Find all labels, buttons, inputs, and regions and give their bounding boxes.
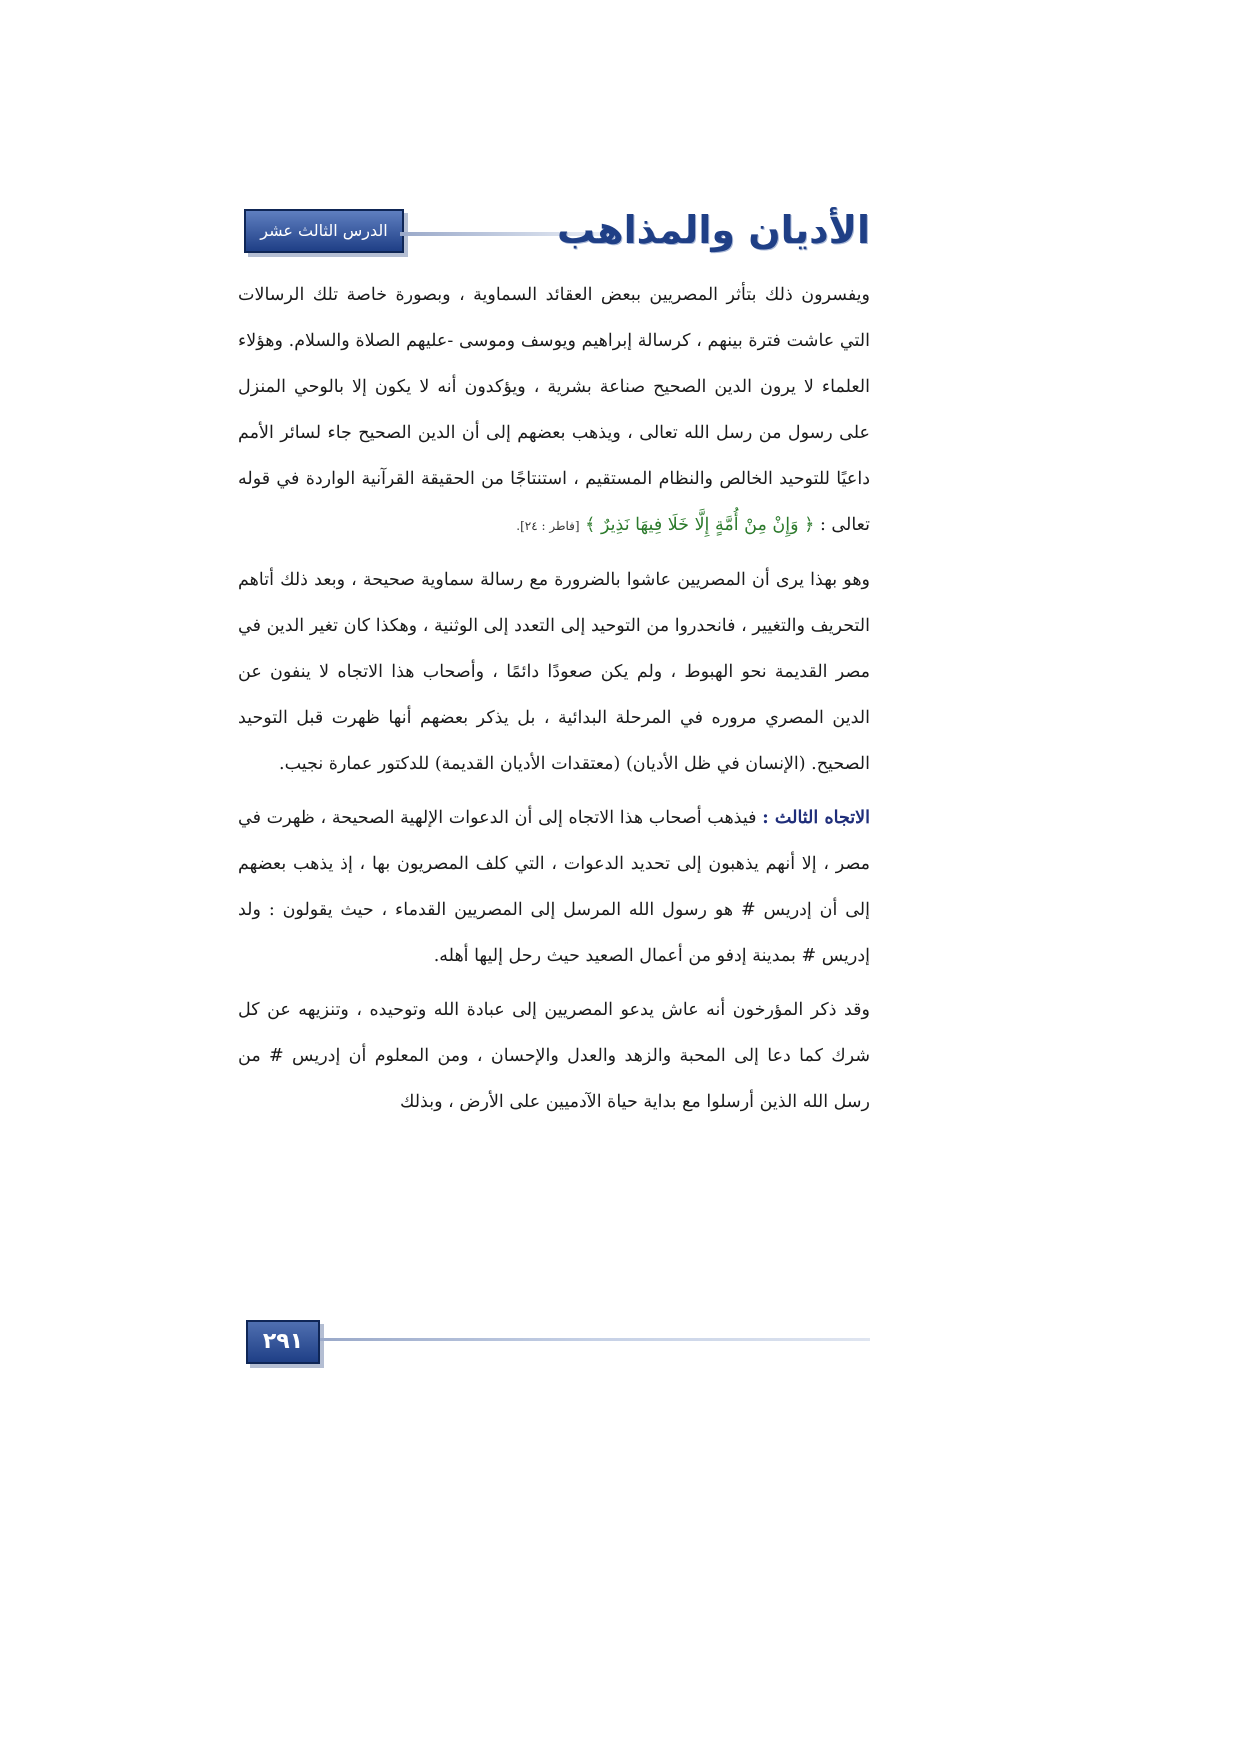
third-view-label: الاتجاه الثالث : (762, 808, 870, 828)
page-body (238, 272, 870, 1133)
paragraph-1-text: ويفسرون ذلك بتأثر المصريين ببعض العقائد السماوية ، وبصورة خاصة تلك الرسالات التي عاشت فترة بينهم ، كرسالة إبراهيم ويوسف وموسى -عليهم الصلاة والسلام. وهؤلاء العلماء لا يرون الدين الصحيح صناعة بشرية ، ويؤكدون أنه لا يكون إلا بالوحي المنزل على رسول من رسل الله تعالى ، ويذهب بعضهم إلى أن الدين الصحيح جاء لسائر الأمم داعيًا للتوحيد الخالص والنظام المستقيم ، استنتاجًا من الحقيقة القرآنية الواردة في قوله تعالى : (238, 285, 870, 535)
quran-verse: ﴿ وَإِنْ مِنْ أُمَّةٍ إِلَّا خَلَا فِيهَا نَذِيرٌ ﴾ (585, 515, 815, 535)
paragraph-3-text: فيذهب أصحاب هذا الاتجاه إلى أن الدعوات الإلهية الصحيحة ، ظهرت في مصر ، إلا أنهم يذهبون إلى تحديد الدعوات ، التي كلف المصريون بها ، إذ يذهب بعضهم إلى أن إدريس # هو رسول الله المرسل إلى المصريين القدماء ، حيث يقولون : ولد إدريس # بمدينة إدفو من أعمال الصعيد حيث رحل إليها أهله. (238, 808, 870, 966)
paragraph-2: وهو بهذا يرى أن المصريين عاشوا بالضرورة مع رسالة سماوية صحيحة ، وبعد ذلك أتاهم التحريف والتغيير ، فانحدروا من التوحيد إلى التعدد إلى الوثنية ، وهكذا كان تغير الدين في مصر القديمة نحو الهبوط ، ولم يكن صعودًا دائمًا ، وأصحاب هذا الاتجاه لا ينفون عن الدين المصري مروره في المرحلة البدائية ، بل يذكر بعضهم أنها ظهرت قبل التوحيد الصحيح. (الإنسان في ظل الأديان) (معتقدات الأديان القديمة) للدكتور عمارة نجيب. (238, 570, 870, 774)
footer-divider (320, 1338, 870, 1341)
book-title: الأديان والمذاهب (557, 208, 870, 252)
page-footer (240, 1318, 870, 1363)
page-header (240, 205, 870, 260)
paragraph-3 (238, 795, 870, 979)
paragraph-4: وقد ذكر المؤرخون أنه عاش يدعو المصريين إلى عبادة الله وتوحيده ، وتنزيهه عن كل شرك كما دعا إلى المحبة والزهد والعدل والإحسان ، ومن المعلوم أن إدريس # من رسل الله الذين أرسلوا مع بداية حياة الآدميين على الأرض ، وبذلك (238, 1000, 870, 1112)
paragraph-1 (238, 272, 870, 549)
page-number: ٢٩١ (246, 1320, 320, 1364)
verse-reference: [فاطر : ٢٤]. (516, 519, 580, 533)
lesson-badge: الدرس الثالث عشر (244, 209, 404, 253)
